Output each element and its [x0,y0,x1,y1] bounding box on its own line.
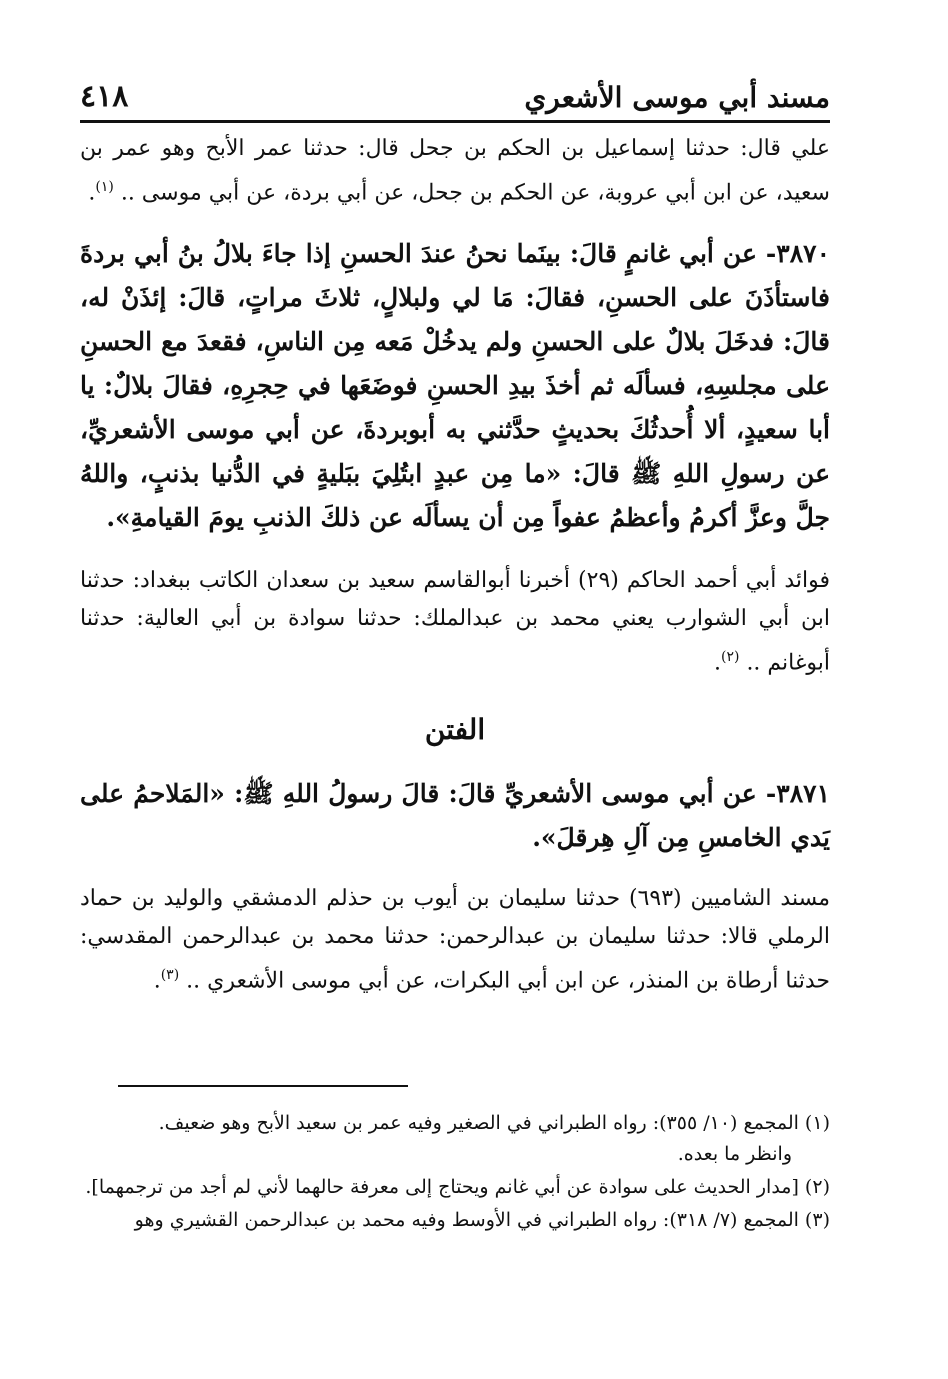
footnote-1 [80,1108,830,1170]
footnote-ref-1: (١) [95,179,114,195]
footnote-1-text: (١) المجمع (١٠/ ٣٥٥): رواه الطبراني في الصغير وفيه عمر بن سعيد الأبح وهو ضعيف. [158,1112,830,1134]
section-title: الفتن [424,712,486,746]
footnote-separator [118,1085,408,1087]
footnote-2-text: (٢) [مدار الحديث على سوادة عن أبي غانم ويحتاج إلى معرفة حالهما لأني لم أجد من ترجمهما]. [85,1176,830,1198]
intro-text: علي قال: حدثنا إسماعيل بن الحكم بن جحل قال: حدثنا عمر الأبح وهو عمر بن سعيد، عن ابن أبي عروبة، عن الحكم بن جحل، عن أبي بردة، عن أبي موسى .. [80,136,830,206]
footnote-ref-3: (٣) [160,966,180,983]
intro-end: . [88,180,96,206]
source-3871 [80,880,830,1000]
page-number: ٤١٨ [80,79,129,114]
main-text [80,130,830,1000]
footnote-3 [80,1205,830,1236]
footnote-ref-2: (٢) [720,649,740,666]
hadith-3871: ٣٨٧١- عن أبي موسى الأشعريِّ قالَ: قالَ رسولُ اللهِ ﷺ: «المَلاحمُ على يَدي الخامسِ مِن آلِ هِرقلَ». [80,778,830,852]
footnote-2 [80,1172,830,1203]
source-3870-text: فوائد أبي أحمد الحاكم (٢٩) أخبرنا أبوالقاسم سعيد بن سعدان الكاتب ببغداد: حدثنا ابن أبي الشوارب يعني محمد بن عبدالملك: حدثنا سوادة بن أبي العالية: حدثنا أبوغانم .. [80,568,830,676]
footnotes [80,1108,830,1238]
source-3870-end: . [713,650,721,676]
footnote-1-continuation: وانظر ما بعده. [677,1143,792,1165]
footnote-3-text: (٣) المجمع (٧/ ٣١٨): رواه الطبراني في الأوسط وفيه محمد بن عبدالرحمن القشيري وهو [134,1209,830,1231]
page-header [80,64,830,123]
running-title: مسند أبي موسى الأشعري [524,81,830,114]
intro-paragraph [80,130,830,212]
hadith-3870: ٣٨٧٠- عن أبي غانمٍ قالَ: بينَما نحنُ عندَ الحسنِ إذا جاءَ بلالُ بنُ أبي بردةَ فاستأذَنَ على الحسنِ، فقالَ: مَا لي ولبلالٍ، ثلاثَ مراتٍ، قالَ: إئذَنْ له، قالَ: فدخَلَ بلالٌ على الحسنِ ولم يدخُلْ مَعه مِن الناسِ، فقعدَ مع الحسنِ على مجلسِهِ، فسألَه ثم أخذَ بيدِ الحسنِ فوضَعَها في حِجرِهِ، فقالَ بلالٌ: يا أبا سعيدٍ، ألا أُحدثُكَ بحديثٍ حدَّثني به أبوبردةَ، عن أبي موسى الأشعريِّ، عن رسولِ اللهِ ﷺ قالَ: «ما مِن عبدٍ ابتُلِيَ ببَليةٍ في الدُّنيا بذنبٍ، واللهُ جلَّ وعزَّ أكرمُ وأعظمُ عفواً مِن أن يسألَه عن ذلكَ الذنبِ يومَ القيامةِ». [80,239,830,533]
source-3871-text: مسند الشاميين (٦٩٣) حدثنا سليمان بن أيوب بن حذلم الدمشقي والوليد بن حماد الرملي قالا: حدثنا سليمان بن عبدالرحمن: حدثنا محمد بن عبدالرحمن المقدسي: حدثنا أرطاة بن المنذر، عن ابن أبي البكرات، عن أبي موسى الأشعري .. [80,885,830,993]
source-3870 [80,562,830,682]
source-3871-end: . [153,967,161,993]
